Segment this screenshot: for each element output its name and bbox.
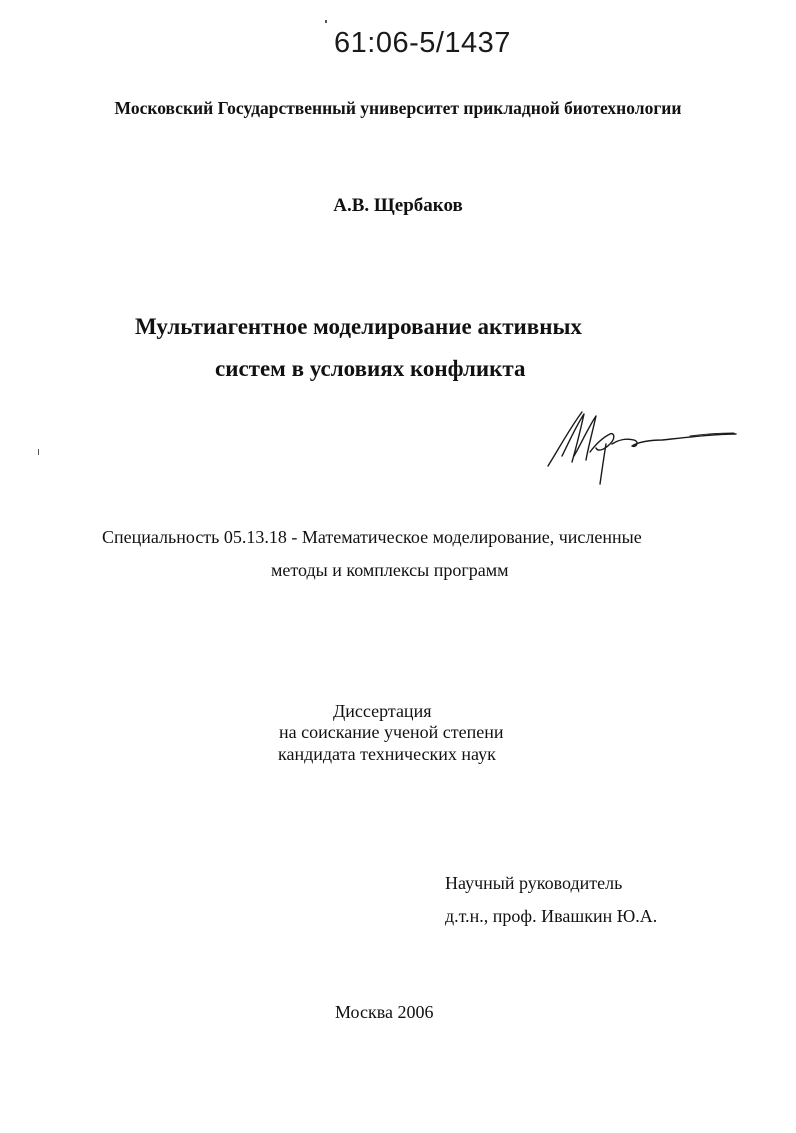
scan-artifact (38, 449, 39, 455)
author-name: А.В. Щербаков (333, 195, 463, 216)
supervisor-name: д.т.н., проф. Ивашкин Ю.А. (445, 906, 658, 926)
title-line-1: Мультиагентное моделирование активных (135, 314, 582, 339)
dissertation-label: Диссертация (333, 701, 432, 721)
signature-image (540, 404, 740, 486)
scan-artifact (325, 20, 327, 23)
supervisor-label: Научный руководитель (445, 873, 623, 893)
specialty-line-2: методы и комплексы программ (271, 560, 509, 580)
degree-line-2: кандидата технических наук (278, 744, 496, 764)
specialty-line-1: Специальность 05.13.18 - Математическое моделирование, численные (102, 527, 642, 547)
degree-line-1: на соискание ученой степени (279, 722, 504, 742)
title-line-2: систем в условиях конфликта (215, 356, 526, 381)
library-stamp-code: 61:06-5/1437 (334, 27, 511, 59)
city-year: Москва 2006 (335, 1002, 434, 1022)
university-name: Московский Государственный университет прикладной биотехнологии (114, 98, 682, 118)
